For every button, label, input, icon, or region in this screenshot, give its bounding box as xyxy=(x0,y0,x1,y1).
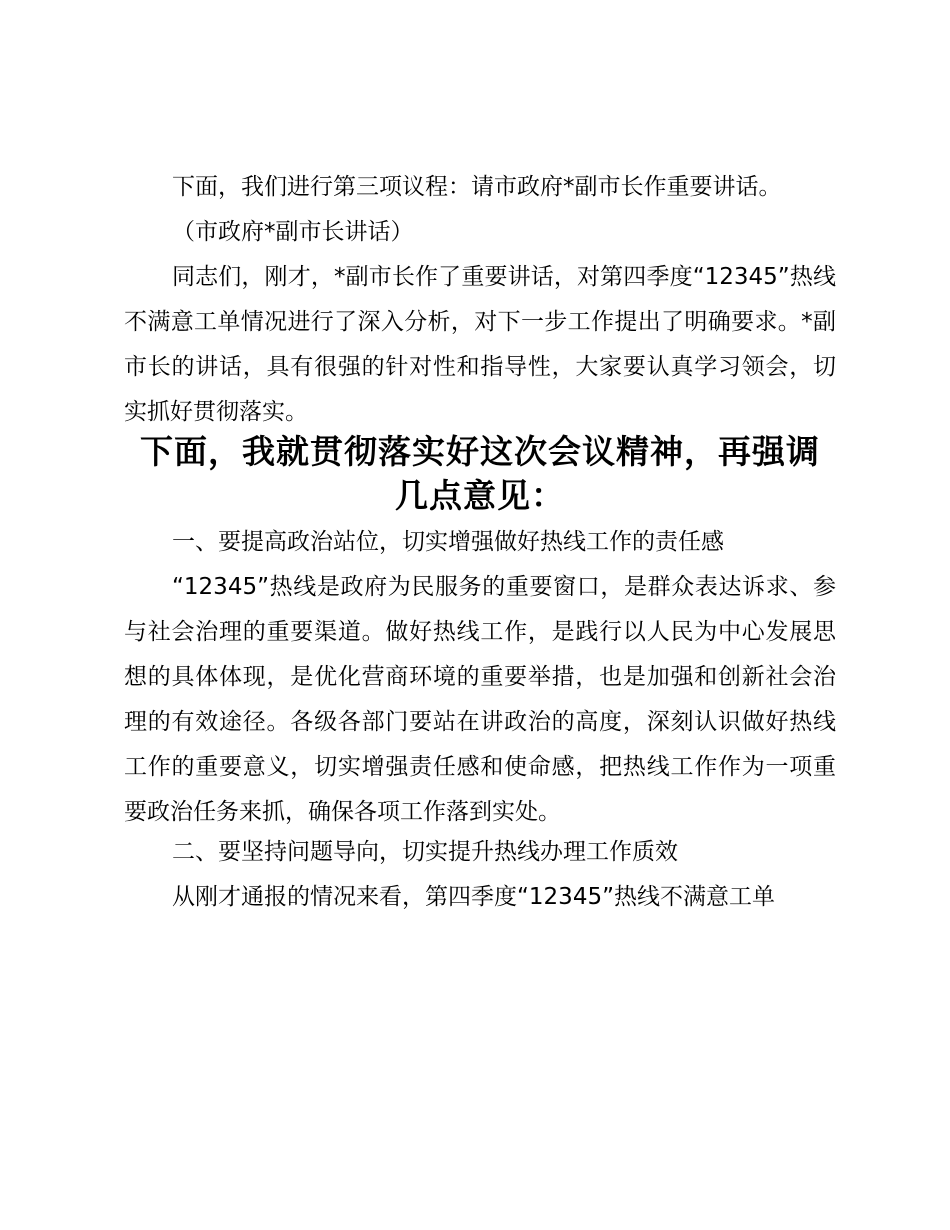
speech-note: （市政府*副市长讲话） xyxy=(172,219,414,245)
section-1-title: 一、要提高政治站位，切实增强做好热线工作的责任感 xyxy=(172,529,724,555)
agenda-paragraph: 下面，我们进行第三项议程：请市政府*副市长作重要讲话。 xyxy=(172,174,782,200)
section-1-body: “12345”热线是政府为民服务的重要窗口，是群众表达诉求、参与社会治理的重要渠道。做好热线工作，是践行以人民为中心发展思想的具体体现，是优化营商环境的重要举措，也是加强和创新社会治理的有效途径。各级各部门要站在讲政治的高度，深刻认识做好热线工作的重要意义，切实增强责任感和使命感，把热线工作作为一项重要政治任务来抓，确保各项工作落到实处。 xyxy=(124,574,836,825)
section-heading: 下面，我就贯彻落实好这次会议精神，再强调几点意见： xyxy=(140,432,820,515)
section-2-title: 二、要坚持问题导向，切实提升热线办理工作质效 xyxy=(172,839,678,865)
summary-paragraph: 同志们，刚才，*副市长作了重要讲话，对第四季度“12345”热线不满意工单情况进行了深入分析，对下一步工作提出了明确要求。*副市长的讲话，具有很强的针对性和指导性，大家要认真学习领会，切实抓好贯彻落实。 xyxy=(124,264,836,425)
section-2-body: 从刚才通报的情况来看，第四季度“12345”热线不满意工单 xyxy=(172,884,775,910)
